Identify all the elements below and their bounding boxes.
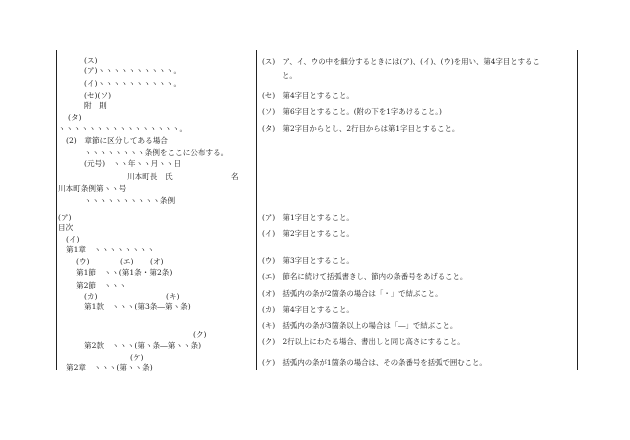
left-line-6: (タ) (68, 113, 82, 122)
column-divider (256, 50, 257, 370)
left-line-5: 附 則 (84, 101, 107, 110)
right-line-5: (ア) 第1字目とすること。 (262, 213, 354, 222)
left-line-4: (セ)(ソ) (84, 91, 112, 100)
left-line-23: (ク) (193, 330, 207, 339)
left-line-10: (元号) ヽヽ年ヽヽ月ヽヽ日 (84, 159, 182, 168)
left-line-12: 川本町条例第ヽヽ号 (58, 184, 127, 193)
right-line-11: (キ) 括弧内の条が3箇条以上の場合は「―」で結ぶこと。 (262, 321, 458, 330)
left-line-13: ヽヽヽヽヽヽヽヽヽヽ条例 (84, 196, 176, 205)
right-line-4: (タ) 第2字目からとし、2行目からは第1字目とすること。 (262, 124, 460, 133)
right-line-2: (セ) 第4字目とすること。 (262, 91, 354, 100)
left-line-2: (ア)ヽヽヽヽヽヽヽヽヽヽ。 (84, 66, 182, 75)
left-line-8: (2) 章節に区分してある場合 (66, 136, 168, 145)
left-line-19: 第1節 ヽヽ(第1条・第2条) (76, 268, 173, 277)
right-line-3: (ソ) 第6字目とすること。(附の下を1字あけること。) (262, 107, 442, 116)
right-line-6: (イ) 第2字目とすること。 (262, 229, 354, 238)
left-line-18c: (オ) (150, 257, 164, 266)
left-line-9: ヽヽヽヽヽヽヽヽ条例をここに公布する。 (84, 148, 229, 157)
left-line-15: 目次 (58, 223, 74, 232)
left-line-16: (イ) (66, 235, 80, 244)
left-line-7: ヽヽヽヽヽヽヽヽヽヽヽヽヽヽヽヽ。 (58, 124, 188, 133)
right-line-1b: と。 (282, 71, 297, 80)
left-line-1: (ス) (84, 56, 98, 65)
left-line-3: (イ)ヽヽヽヽヽヽヽヽヽヽ。 (84, 79, 182, 88)
right-line-10: (カ) 第4字目とすること。 (262, 305, 354, 314)
left-line-18a: (ウ) (76, 257, 90, 266)
left-line-24: 第2款 ヽヽヽ(第ヽ条―第ヽヽ条) (84, 341, 202, 350)
left-line-17: 第1章 ヽヽヽヽヽヽヽヽ (66, 245, 155, 254)
left-line-25: (ケ) (130, 353, 144, 362)
left-line-22: 第1款 ヽヽヽ(第3条―第ヽ条) (84, 302, 191, 311)
left-line-21a: (カ) (84, 292, 98, 301)
left-line-11b: 名 (231, 172, 239, 181)
left-line-18b: (エ) (120, 257, 134, 266)
right-line-12: (ク) 2行以上にわたる場合、書出しと同じ高さにすること。 (262, 337, 465, 346)
right-line-9: (オ) 括弧内の条が2箇条の場合は「・」で結ぶこと。 (262, 289, 443, 298)
right-line-1: (ス) ア、イ、ウの中を細分するときには(ア)、(イ)、(ウ)を用い、第4字目とするこ (262, 57, 540, 66)
left-line-14: (ア) (58, 213, 72, 222)
left-line-21b: (キ) (166, 292, 180, 301)
right-line-13: (ケ) 括弧内の条が1箇条の場合は、その条番号を括弧で囲むこと。 (262, 358, 487, 367)
right-line-7: (ウ) 第3字目とすること。 (262, 256, 354, 265)
right-line-8: (エ) 節名に続けて括弧書きし、節内の条番号をあげること。 (262, 272, 468, 281)
left-line-20: 第2節 ヽヽヽ (76, 281, 127, 290)
left-line-11a: 川本町長 氏 (127, 172, 173, 181)
left-line-26: 第2章 ヽヽヽ(第ヽヽ条) (66, 363, 153, 372)
